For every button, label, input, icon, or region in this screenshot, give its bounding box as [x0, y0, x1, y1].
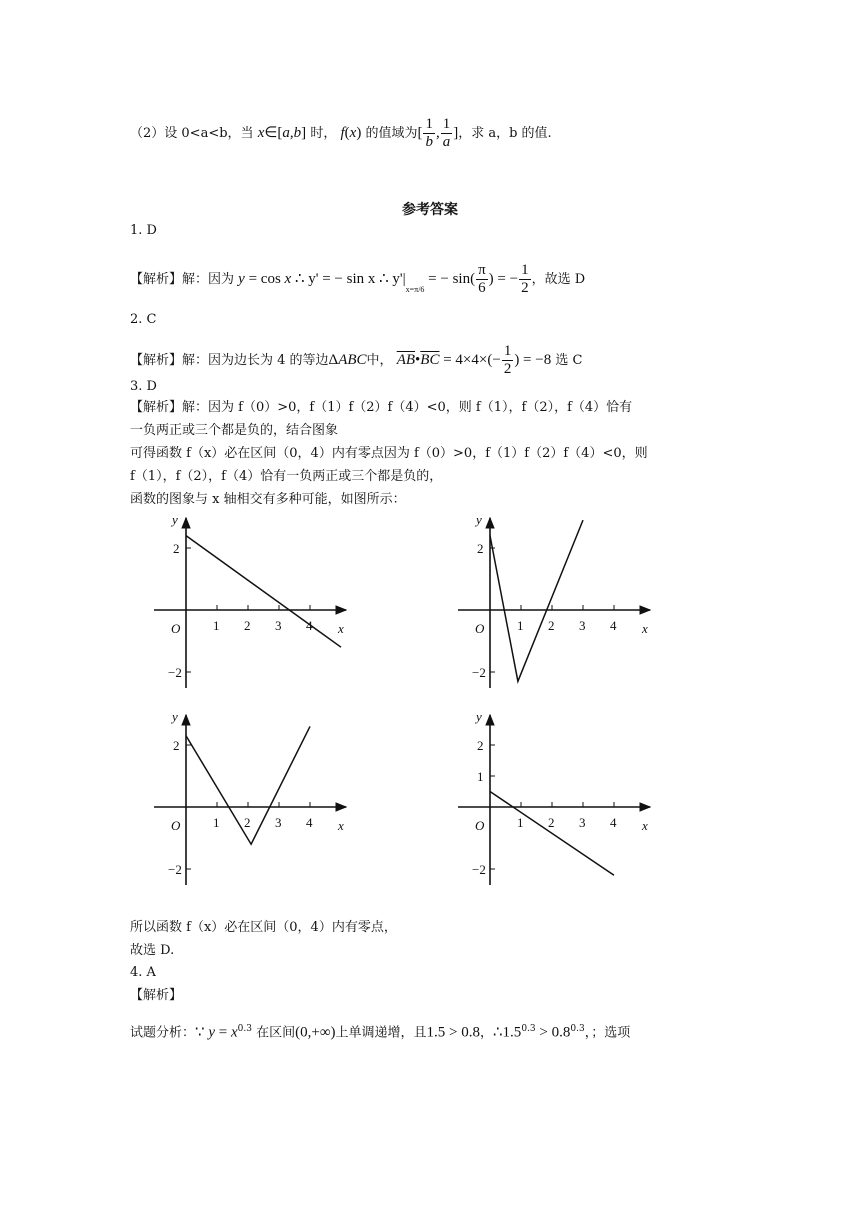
x-tick-label: 4: [306, 815, 313, 830]
graph-3: [154, 715, 346, 885]
origin-label: O: [171, 621, 181, 636]
y-tick-label: 2: [173, 738, 180, 753]
a1-text-1: 【解析】解：因为: [130, 272, 235, 287]
x-axis-arrow: [640, 606, 650, 614]
y-axis-arrow: [182, 715, 190, 725]
x-tick-label: 2: [548, 618, 555, 633]
graph-4: [458, 715, 650, 885]
function-curve: [490, 520, 583, 681]
answer-3-line-5: 函数的图象与 x 轴相交有多种可能，如图所示：: [130, 492, 406, 507]
answer-3-number: 3. D: [130, 379, 157, 394]
question-2: （2）设 0<a<b，当 x∈[a,b] 时， f(x) 的值域为[ $\frac{1}{b}$ , $\frac{1}{a}$ ]，求 a，b 的值.: [130, 116, 552, 150]
x-tick-label: 3: [579, 618, 586, 633]
y-tick-label: −2: [168, 862, 182, 877]
answer-4-explanation: 试题分析：∵ $y = x^{0.3}$ 在区间(0,+∞)上单调递增，且1.5 > 0.8，$\therefore 1.5^{0.3} > 0.8^{0.3}$，；选项: [130, 1024, 631, 1041]
q2-text-1: （2）设 0<a<b，当: [130, 126, 254, 141]
x-axis-arrow: [640, 803, 650, 811]
x-tick-label: 2: [244, 815, 251, 830]
origin-label: O: [475, 818, 485, 833]
y-axis-label: y: [476, 709, 482, 724]
origin-label: O: [475, 621, 485, 636]
x-axis-label: x: [642, 621, 648, 636]
y-tick-label: −2: [472, 665, 486, 680]
graph-1: [154, 518, 346, 688]
answer-3-line-2: 一负两正或三个都是负的，结合图象: [130, 423, 339, 438]
x-tick-label: 2: [548, 815, 555, 830]
y-axis-arrow: [486, 715, 494, 725]
origin-label: O: [171, 818, 181, 833]
x-axis-label: x: [338, 818, 344, 833]
x-tick-label: 3: [275, 618, 282, 633]
a2-text-2: 中，: [366, 353, 393, 368]
x-axis-arrow: [336, 606, 346, 614]
y-tick-label: 2: [477, 541, 484, 556]
x-tick-label: 3: [579, 815, 586, 830]
y-axis-arrow: [182, 518, 190, 528]
answer-1-explanation: 【解析】解：因为 y = cos x ∴ y' = − sin x ∴ $y'|_{x=\pi/6}$ = − sin( $\frac{\pi}{6}$ ) = − $\frac{1}{2}$ ，故选 D: [130, 262, 586, 296]
x-tick-label: 1: [213, 618, 220, 633]
x-tick-label: 3: [275, 815, 282, 830]
x-tick-label: 2: [244, 618, 251, 633]
x-tick-label: 1: [517, 815, 524, 830]
answers-title: 参考答案: [402, 202, 458, 218]
a4-text-2: 在区间: [256, 1025, 296, 1041]
answer-2-number: 2. C: [130, 312, 157, 327]
function-curve: [186, 536, 341, 648]
a1-text-2: ，故选 D: [531, 272, 586, 287]
answer-3-line-4: f（1），f（2），f（4）恰有一负两正或三个都是负的，: [130, 469, 443, 484]
y-tick-label: 2: [477, 738, 484, 753]
answer-3-conclusion-1: 所以函数 f（x）必在区间（0，4）内有零点，: [130, 920, 397, 935]
x-tick-label: 4: [610, 618, 617, 633]
a4-text-3: 上单调递增，且: [335, 1025, 427, 1041]
y-tick-label: 1: [477, 769, 484, 784]
a4-text-1: 试题分析：: [130, 1025, 196, 1041]
y-axis-label: y: [172, 512, 178, 527]
x-tick-label: 4: [610, 815, 617, 830]
a4-text-4: ，: [480, 1025, 494, 1041]
y-axis-label: y: [172, 709, 178, 724]
q2-text-3: 的值域为: [365, 126, 418, 141]
x-axis-arrow: [336, 803, 346, 811]
answer-2-explanation: 【解析】解：因为边长为 4 的等边ΔABC中， $\overline{AB}•\overline{BC} = 4\times 4\times(-$ $\frac{1}{2}$ ) = −8 选 C: [130, 343, 583, 377]
answer-3-conclusion-2: 故选 D.: [130, 943, 175, 958]
graph-2: [458, 518, 650, 688]
x-axis-label: x: [642, 818, 648, 833]
a4-text-5: ，；选项: [584, 1025, 631, 1041]
y-axis-arrow: [486, 518, 494, 528]
x-tick-label: 4: [306, 618, 313, 633]
x-tick-label: 1: [213, 815, 220, 830]
answer-4-label: 【解析】: [130, 988, 183, 1003]
x-axis-label: x: [338, 621, 344, 636]
y-tick-label: −2: [168, 665, 182, 680]
answer-3-line-3: 可得函数 f（x）必在区间（0，4）内有零点因为 f（0）>0，f（1）f（2）f（4）<0，则: [130, 446, 648, 461]
answer-1-number: 1. D: [130, 223, 157, 238]
answer-3-line-1: 【解析】解：因为 f（0）>0，f（1）f（2）f（4）<0，则 f（1），f（2），f（4）恰有: [130, 400, 633, 415]
y-tick-label: −2: [472, 862, 486, 877]
q2-text-2: 时，: [310, 126, 337, 141]
y-axis-label: y: [476, 512, 482, 527]
q2-text-4: ，求 a，b 的值.: [458, 126, 552, 141]
a2-text-1: 【解析】解：因为边长为 4 的等边: [130, 353, 329, 368]
x-tick-label: 1: [517, 618, 524, 633]
y-tick-label: 2: [173, 541, 180, 556]
zero-graphs: [0, 505, 860, 905]
answer-4-number: 4. A: [130, 965, 156, 980]
a2-text-3: 选 C: [555, 353, 583, 368]
